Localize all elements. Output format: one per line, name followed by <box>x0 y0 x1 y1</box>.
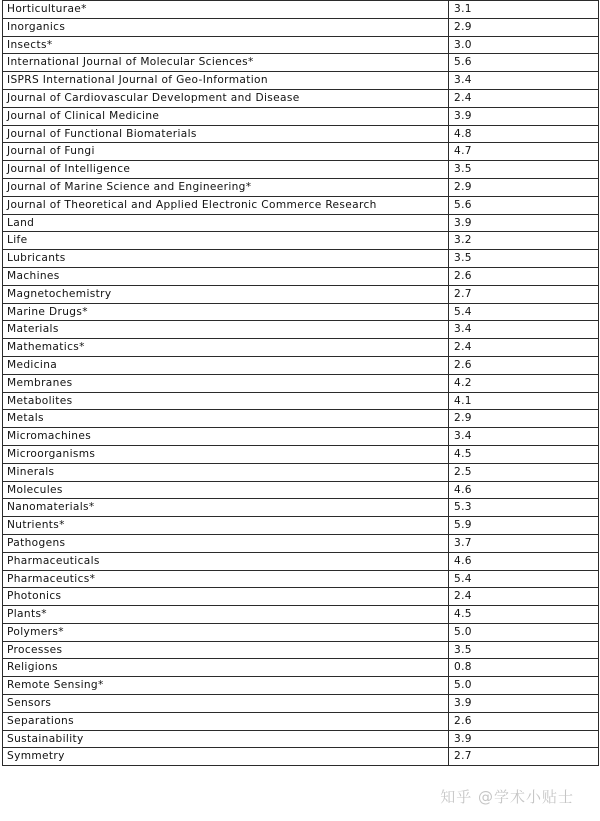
table-row <box>3 339 599 357</box>
table-row <box>3 410 599 428</box>
journal-name-cell: Mathematics* <box>3 339 449 357</box>
journal-name-cell: Land <box>3 214 449 232</box>
impact-factor-cell: 3.4 <box>449 72 599 90</box>
impact-factor-cell: 4.6 <box>449 552 599 570</box>
journal-name-cell: Membranes <box>3 374 449 392</box>
impact-factor-cell: 2.7 <box>449 748 599 766</box>
watermark: 知乎 @学术小贴士 <box>440 788 574 806</box>
journal-name-cell: International Journal of Molecular Sciences* <box>3 54 449 72</box>
journal-name-cell: ISPRS International Journal of Geo-Information <box>3 72 449 90</box>
table-row <box>3 534 599 552</box>
journal-name-cell: Lubricants <box>3 250 449 268</box>
table-row <box>3 214 599 232</box>
table-row <box>3 196 599 214</box>
impact-factor-cell: 2.4 <box>449 588 599 606</box>
table-row <box>3 499 599 517</box>
table-row <box>3 54 599 72</box>
journal-name-cell: Machines <box>3 267 449 285</box>
journal-name-cell: Pharmaceutics* <box>3 570 449 588</box>
table-body <box>3 1 599 766</box>
impact-factor-cell: 5.0 <box>449 623 599 641</box>
impact-factor-cell: 5.4 <box>449 570 599 588</box>
journal-name-cell: Microorganisms <box>3 445 449 463</box>
table-row <box>3 570 599 588</box>
journal-name-cell: Journal of Cardiovascular Development and Disease <box>3 89 449 107</box>
journal-name-cell: Symmetry <box>3 748 449 766</box>
impact-factor-cell: 3.9 <box>449 730 599 748</box>
impact-factor-cell: 3.0 <box>449 36 599 54</box>
journal-name-cell: Nanomaterials* <box>3 499 449 517</box>
journal-name-cell: Pharmaceuticals <box>3 552 449 570</box>
journal-name-cell: Metabolites <box>3 392 449 410</box>
impact-factor-cell: 2.9 <box>449 18 599 36</box>
impact-factor-cell: 4.5 <box>449 445 599 463</box>
impact-factor-cell: 5.4 <box>449 303 599 321</box>
table-row <box>3 374 599 392</box>
table-row <box>3 695 599 713</box>
table-row <box>3 321 599 339</box>
impact-factor-cell: 4.5 <box>449 606 599 624</box>
table-row <box>3 303 599 321</box>
journal-name-cell: Inorganics <box>3 18 449 36</box>
impact-factor-cell: 2.6 <box>449 356 599 374</box>
journal-name-cell: Materials <box>3 321 449 339</box>
impact-factor-cell: 3.4 <box>449 321 599 339</box>
table-row <box>3 463 599 481</box>
table-row <box>3 107 599 125</box>
journal-name-cell: Plants* <box>3 606 449 624</box>
impact-factor-cell: 2.9 <box>449 410 599 428</box>
table-row <box>3 606 599 624</box>
impact-factor-cell: 4.2 <box>449 374 599 392</box>
journal-impact-table <box>2 0 599 766</box>
table-row <box>3 517 599 535</box>
impact-factor-cell: 2.9 <box>449 178 599 196</box>
impact-factor-cell: 4.7 <box>449 143 599 161</box>
journal-name-cell: Journal of Intelligence <box>3 161 449 179</box>
impact-factor-cell: 2.4 <box>449 339 599 357</box>
table-row <box>3 659 599 677</box>
table-row <box>3 178 599 196</box>
table-row <box>3 356 599 374</box>
table-row <box>3 89 599 107</box>
table-row <box>3 623 599 641</box>
journal-name-cell: Marine Drugs* <box>3 303 449 321</box>
impact-factor-cell: 3.9 <box>449 214 599 232</box>
journal-name-cell: Journal of Clinical Medicine <box>3 107 449 125</box>
table-row <box>3 72 599 90</box>
table-row <box>3 748 599 766</box>
journal-name-cell: Metals <box>3 410 449 428</box>
journal-name-cell: Micromachines <box>3 428 449 446</box>
journal-name-cell: Life <box>3 232 449 250</box>
impact-factor-cell: 5.6 <box>449 196 599 214</box>
table-row <box>3 125 599 143</box>
table-row <box>3 445 599 463</box>
impact-factor-cell: 3.9 <box>449 107 599 125</box>
journal-name-cell: Molecules <box>3 481 449 499</box>
journal-name-cell: Medicina <box>3 356 449 374</box>
impact-factor-cell: 2.4 <box>449 89 599 107</box>
table-row <box>3 267 599 285</box>
table-row <box>3 641 599 659</box>
journal-name-cell: Sustainability <box>3 730 449 748</box>
table-row <box>3 36 599 54</box>
journal-name-cell: Insects* <box>3 36 449 54</box>
journal-table-sheet <box>2 0 598 766</box>
impact-factor-cell: 5.0 <box>449 677 599 695</box>
impact-factor-cell: 5.6 <box>449 54 599 72</box>
table-row <box>3 1 599 19</box>
journal-name-cell: Pathogens <box>3 534 449 552</box>
journal-name-cell: Horticulturae* <box>3 1 449 19</box>
journal-name-cell: Separations <box>3 712 449 730</box>
table-row <box>3 677 599 695</box>
impact-factor-cell: 3.5 <box>449 641 599 659</box>
journal-name-cell: Photonics <box>3 588 449 606</box>
table-row <box>3 285 599 303</box>
table-row <box>3 481 599 499</box>
journal-name-cell: Polymers* <box>3 623 449 641</box>
journal-name-cell: Processes <box>3 641 449 659</box>
impact-factor-cell: 3.5 <box>449 250 599 268</box>
impact-factor-cell: 2.5 <box>449 463 599 481</box>
table-row <box>3 552 599 570</box>
table-row <box>3 250 599 268</box>
journal-name-cell: Journal of Theoretical and Applied Electronic Commerce Research <box>3 196 449 214</box>
table-row <box>3 18 599 36</box>
impact-factor-cell: 4.8 <box>449 125 599 143</box>
table-row <box>3 232 599 250</box>
impact-factor-cell: 0.8 <box>449 659 599 677</box>
impact-factor-cell: 3.1 <box>449 1 599 19</box>
journal-name-cell: Minerals <box>3 463 449 481</box>
impact-factor-cell: 3.2 <box>449 232 599 250</box>
journal-name-cell: Magnetochemistry <box>3 285 449 303</box>
journal-name-cell: Sensors <box>3 695 449 713</box>
journal-name-cell: Remote Sensing* <box>3 677 449 695</box>
impact-factor-cell: 3.9 <box>449 695 599 713</box>
impact-factor-cell: 3.5 <box>449 161 599 179</box>
table-row <box>3 730 599 748</box>
impact-factor-cell: 5.3 <box>449 499 599 517</box>
impact-factor-cell: 3.4 <box>449 428 599 446</box>
impact-factor-cell: 3.7 <box>449 534 599 552</box>
impact-factor-cell: 2.6 <box>449 712 599 730</box>
table-row <box>3 392 599 410</box>
table-row <box>3 712 599 730</box>
journal-name-cell: Journal of Fungi <box>3 143 449 161</box>
journal-name-cell: Journal of Functional Biomaterials <box>3 125 449 143</box>
table-row <box>3 588 599 606</box>
table-row <box>3 143 599 161</box>
impact-factor-cell: 2.6 <box>449 267 599 285</box>
journal-name-cell: Religions <box>3 659 449 677</box>
impact-factor-cell: 4.1 <box>449 392 599 410</box>
table-row <box>3 428 599 446</box>
table-row <box>3 161 599 179</box>
journal-name-cell: Nutrients* <box>3 517 449 535</box>
journal-name-cell: Journal of Marine Science and Engineering* <box>3 178 449 196</box>
impact-factor-cell: 2.7 <box>449 285 599 303</box>
impact-factor-cell: 4.6 <box>449 481 599 499</box>
impact-factor-cell: 5.9 <box>449 517 599 535</box>
